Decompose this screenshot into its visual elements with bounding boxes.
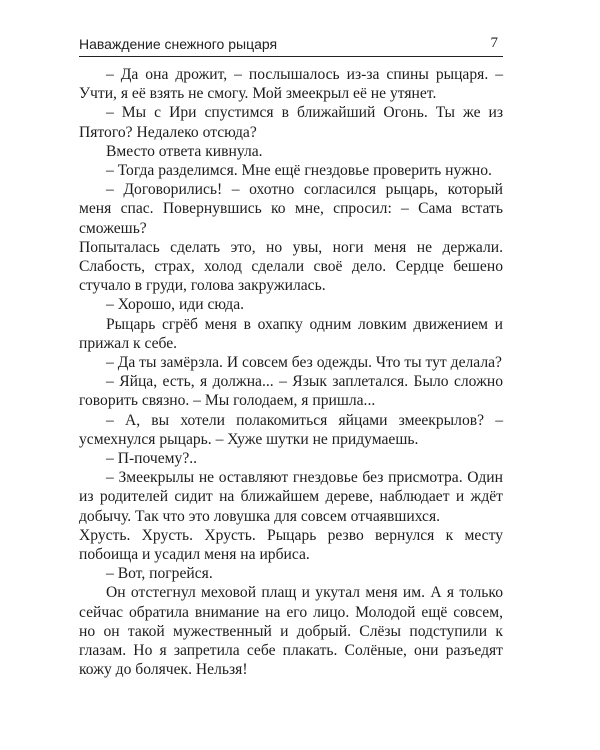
paragraph: – А, вы хотели полакомиться яйцами змеекрылов? – усмехнулся рыцарь. – Хуже шутки не придумаешь. bbox=[79, 411, 503, 448]
paragraph: – Мы с Ири спустимся в ближайший Огонь. Ты же из Пятого? Недалеко отсюда? bbox=[79, 104, 503, 141]
paragraph: – Хорошо, иди сюда. bbox=[106, 296, 245, 314]
paragraph: – Да ты замёрзла. И совсем без одежды. Что ты тут делала? bbox=[106, 354, 502, 372]
paragraph: – Змеекрылы не оставляют гнездовье без присмотра. Один из родителей сидит на ближайшем дереве, наблюдает и ждёт добычу. Так что это ловушка для совсем отчаявшихся. bbox=[79, 469, 503, 525]
paragraph: – Договорились! – охотно согласился рыцарь, который меня спас. Повернувшись ко мне, спросил: – Сама встать сможешь? bbox=[79, 181, 503, 237]
paragraph: Попыталась сделать это, но увы, ноги меня не держали. Слабость, страх, холод сделали своё дело. Сердце бешено стучало в груди, голова закружилась. bbox=[79, 238, 503, 295]
running-header bbox=[79, 34, 503, 57]
paragraph: Вместо ответа кивнула. bbox=[106, 142, 263, 160]
paragraph: – Яйца, есть, я должна... – Язык заплетался. Было сложно говорить связно. – Мы голодаем, я пришла... bbox=[79, 373, 503, 410]
paragraph: – Вот, погрейся. bbox=[106, 565, 213, 583]
book-title: Наваждение снежного рыцаря bbox=[79, 36, 278, 52]
body-text bbox=[79, 65, 503, 680]
paragraph: Хрусть. Хрусть. Хрусть. Рыцарь резво вернулся к месту побоища и усадил меня на ирбиса. bbox=[79, 526, 503, 564]
paragraph: – Тогда разделимся. Мне ещё гнездовье проверить нужно. bbox=[106, 162, 492, 180]
paragraph: – П-почему?.. bbox=[106, 450, 198, 468]
paragraph: Рыцарь сгрёб меня в охапку одним ловким движением и прижал к себе. bbox=[79, 315, 503, 352]
page-number: 7 bbox=[490, 35, 498, 51]
paragraph: Он отстегнул меховой плащ и укутал меня им. А я только сейчас обратила внимание на его лицо. Молодой ещё совсем, но он такой мужественный и добрый. Слёзы подступили к глазам. Но я запретила себе плакать. Солёные, они разъедят кожу до болячек. Нельзя! bbox=[79, 584, 503, 679]
paragraph: – Да она дрожит, – послышалось из-за спины рыцаря. – Учти, я её взять не смогу. Мой змеекрыл её не утянет. bbox=[79, 66, 503, 103]
